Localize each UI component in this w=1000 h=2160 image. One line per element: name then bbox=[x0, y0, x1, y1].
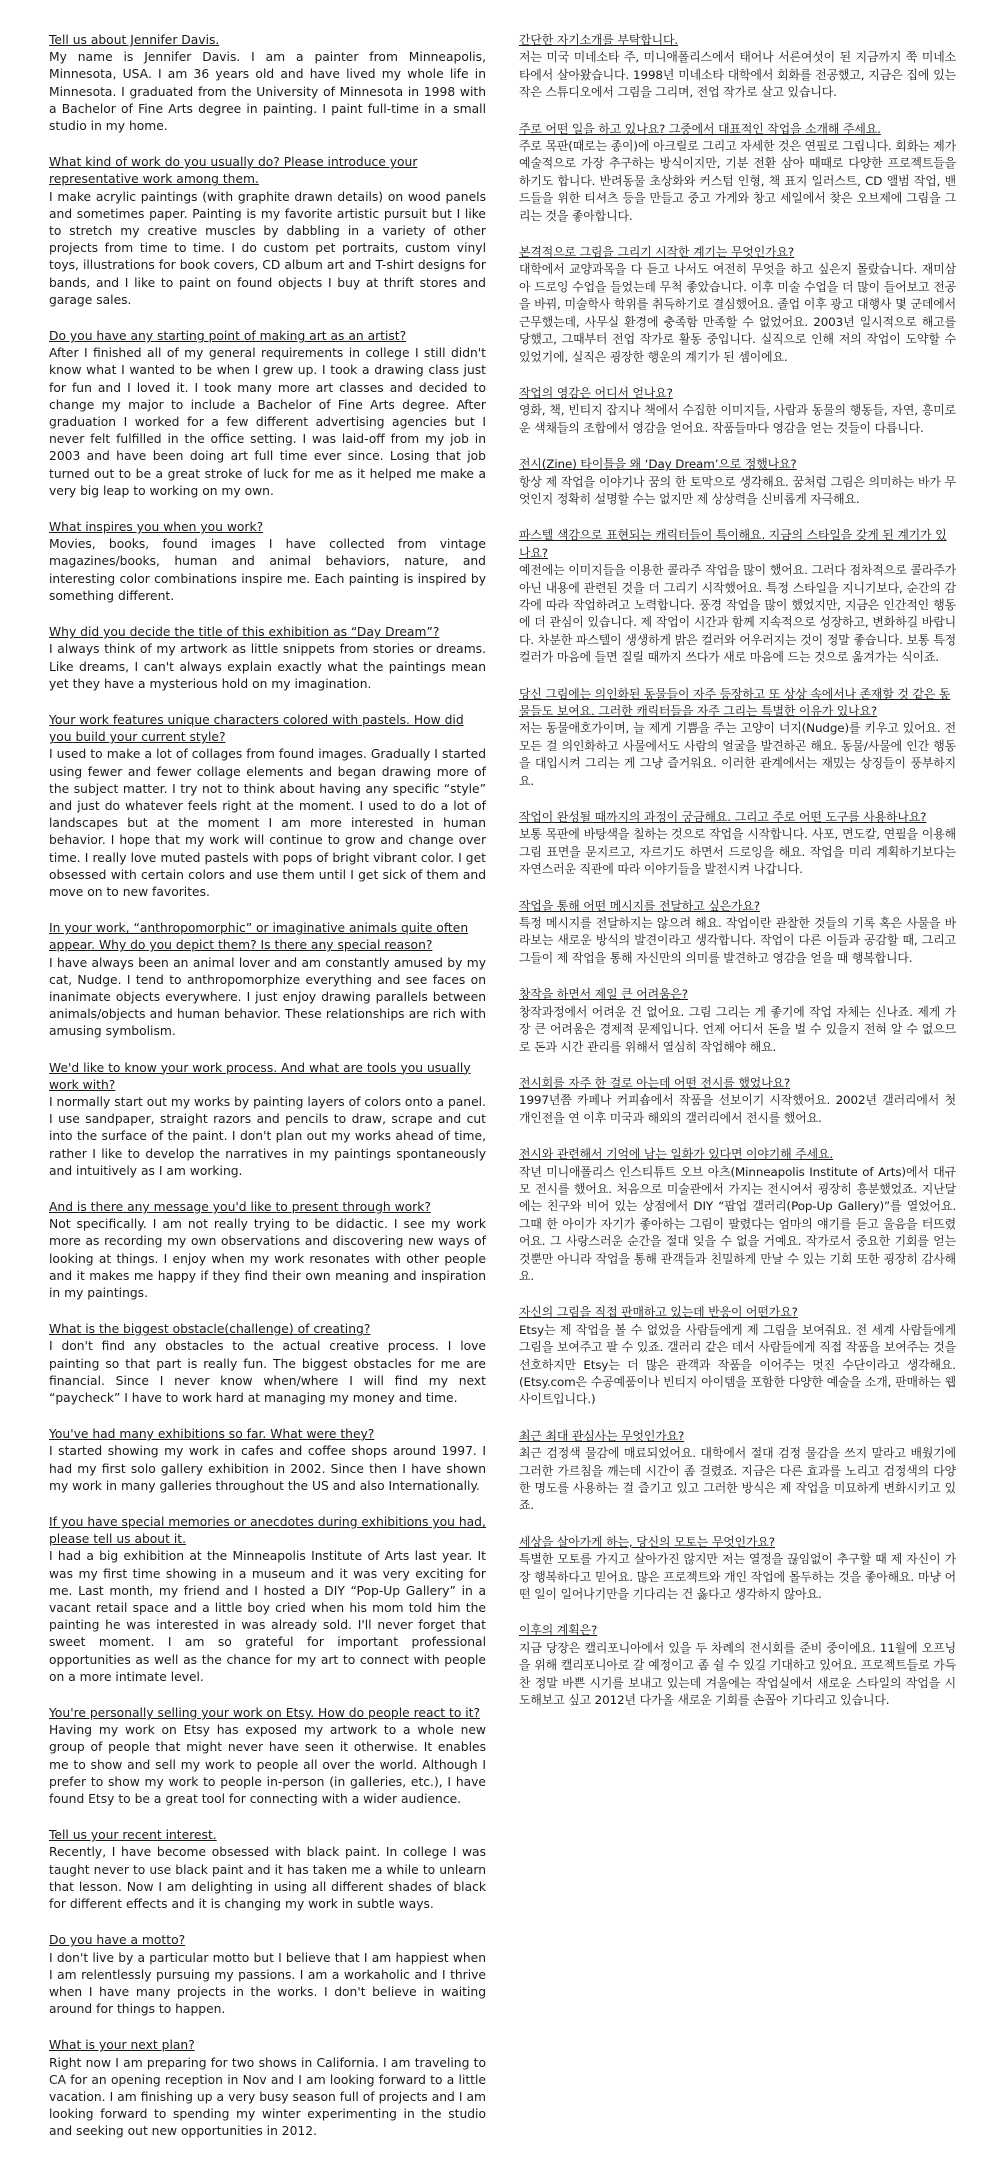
korean-answer: 항상 제 작업을 이야기나 꿈의 한 토막으로 생각해요. 꿈처럼 그림은 의미하는 바가 무엇인지 정확히 설명할 수는 없지만 제 상상력을 신비롭게 자극해요. bbox=[519, 474, 956, 506]
korean-answer: 저는 미국 미네소타 주, 미니애폴리스에서 태어나 서른여섯이 된 지금까지 쭉 미네소타에서 살아왔습니다. 1998년 미네소타 대학에서 회화를 전공했고, 지금은 집에 있는 작은 스튜디오에서 그림을 그리며, 전업 작가로 살고 있습니다. bbox=[519, 50, 956, 100]
english-answer: My name is Jennifer Davis. I am a painter from Minneapolis, Minnesota, USA. I am 36 years old and have lived my whole life in Minnesota. I graduated from the University of Minnesota in 1998 with a Bachelor of Fine Arts degree in painting. I paint full-time in a small studio in my home. bbox=[49, 50, 486, 134]
korean-qa-block bbox=[519, 1304, 956, 1408]
korean-answer: 예전에는 이미지들을 이용한 콜라주 작업을 많이 했어요. 그러다 점차적으로 콜라주가 아닌 내용에 관련된 것을 더 그리기 시작했어요. 특정 스타일을 지니기보다, 순간의 감각에 따라 작업하려고 노력합니다. 풍경 작업을 많이 했었지만, 지금은 인간적인 행동에 더 관심이 있습니다. 제 작업이 시간과 함께 지속적으로 성장하고, 변화하길 바랍니다. 차분한 파스텔이 생생하게 밝은 컬러와 어우러지는 것이 정말 좋습니다. 보통 특정 컬러가 마음에 들면 질릴 때까지 쓰다가 새로 마음에 드는 것으로 옮겨가는 식이죠. bbox=[519, 563, 956, 665]
english-answer: Recently, I have become obsessed with black paint. In college I was taught never to use black paint and it has taken me a while to unlearn that lesson. Now I am delighting in using all different shades of black for different effects and it is changing my work in subtle ways. bbox=[49, 1845, 486, 1912]
english-question: Do you have a motto? bbox=[49, 1933, 186, 1948]
korean-question: 본격적으로 그림을 그리기 시작한 계기는 무엇인가요? bbox=[519, 245, 795, 260]
korean-question: 이후의 계획은? bbox=[519, 1623, 598, 1638]
english-qa-block bbox=[49, 1514, 486, 1686]
korean-qa-block bbox=[519, 898, 956, 968]
korean-question: 전시회를 자주 한 걸로 아는데 어떤 전시를 했었나요? bbox=[519, 1075, 791, 1090]
english-qa-block bbox=[49, 519, 486, 605]
english-question: You're personally selling your work on Etsy. How do people react to it? bbox=[49, 1706, 481, 1721]
korean-qa-block bbox=[519, 1146, 956, 1285]
english-answer: I had a big exhibition at the Minneapolis Institute of Arts last year. It was my first time showing in a museum and it was very exciting for me. Last month, my friend and I hosted a DIY “Pop-Up Gallery” in a vacant retail space and a little boy cried when his mom told him the painting he was interested in was already sold. I'll never forget that sweet moment. I am so grateful for important professional opportunities as well as the chance for my art to connect with people on a more intimate level. bbox=[49, 1549, 486, 1684]
english-question: What kind of work do you usually do? Please introduce your representative work among them. bbox=[49, 155, 418, 187]
korean-qa-block bbox=[519, 527, 956, 666]
korean-qa-block bbox=[519, 986, 956, 1056]
korean-qa-block bbox=[519, 385, 956, 437]
english-answer: I don't find any obstacles to the actual creative process. I love painting so that part is really fun. The biggest obstacles for me are financial. Since I never know when/where I will find my next “paycheck” I have to work hard at managing my money and time. bbox=[49, 1339, 486, 1406]
korean-question: 세상을 살아가게 하는, 당신의 모토는 무엇인가요? bbox=[519, 1534, 776, 1549]
english-qa-block bbox=[49, 1932, 486, 2018]
english-qa-block bbox=[49, 920, 486, 1040]
korean-qa-block bbox=[519, 1622, 956, 1709]
korean-qa-block bbox=[519, 121, 956, 225]
korean-answer: 최근 검정색 물감에 매료되었어요. 대학에서 절대 검정 물감을 쓰지 말라고 배웠기에 그러한 가르침을 깨는데 시간이 좀 걸렸죠. 지금은 다른 효과를 노리고 검정색의 다양한 명도를 사용하는 걸 즐기고 있고 그러한 방식은 제 작업을 미묘하게 변화시키고 있죠. bbox=[519, 1446, 956, 1513]
english-question: What inspires you when you work? bbox=[49, 520, 264, 535]
english-answer: Not specifically. I am not really trying to be didactic. I see my work more as recording my own observations and discovering new ways of looking at things. I enjoy when my work resonates with other people and it makes me happy if they find their own meaning and inspiration in my paintings. bbox=[49, 1217, 486, 1300]
english-answer: Right now I am preparing for two shows in California. I am traveling to CA for an opening reception in Nov and I am looking forward to a little vacation. I am finishing up a very busy season full of projects and I am looking forward to spending my winter experimenting in the studio and seeking out new opportunities in 2012. bbox=[49, 2055, 486, 2139]
english-question: Tell us your recent interest. bbox=[49, 1828, 217, 1843]
english-qa-block bbox=[49, 1705, 486, 1808]
english-question: And is there any message you'd like to present through work? bbox=[49, 1199, 431, 1214]
korean-answer: 보통 목판에 바탕색을 칠하는 것으로 작업을 시작합니다. 사포, 면도칼, 연필을 이용해 그림 표면을 문지르고, 자르기도 하면서 드로잉을 해요. 작업을 미리 계획하기보다는 자연스러운 직관에 따라 이야기들을 발전시켜 나갑니다. bbox=[519, 827, 956, 877]
english-question: Why did you decide the title of this exhibition as “Day Dream”? bbox=[49, 625, 440, 640]
english-question: We'd like to know your work process. And what are tools you usually work with? bbox=[49, 1060, 471, 1092]
korean-answer: 지금 당장은 캘리포니아에서 있을 두 차례의 전시회를 준비 중이에요. 11월에 오프닝을 위해 캘리포니아로 갈 예정이고 좀 쉴 수 있길 기대하고 있어요. 프로젝트들로 가득 찬 정말 바쁜 시기를 보내고 있는데 겨울에는 작업실에서 새로운 스타일의 작업을 시도해보고 싶고 2012년 다가올 새로운 기회를 손꼽아 기다리고 있습니다. bbox=[519, 1640, 956, 1708]
english-question: You've had many exhibitions so far. What were they? bbox=[49, 1427, 375, 1442]
english-question: In your work, “anthropomorphic” or imaginative animals quite often appear. Why do you depict them? Is there any special reason? bbox=[49, 921, 469, 953]
korean-column bbox=[519, 32, 956, 1729]
korean-qa-block bbox=[519, 686, 956, 790]
english-qa-block bbox=[49, 624, 486, 693]
korean-question: 작업이 완성될 때까지의 과정이 궁금해요. 그리고 주로 어떤 도구를 사용하나요? bbox=[519, 810, 927, 825]
korean-question: 작업의 영감은 어디서 얻나요? bbox=[519, 385, 673, 400]
korean-question: 전시와 관련해서 기억에 남는 일화가 있다면 이야기해 주세요. bbox=[519, 1147, 834, 1162]
korean-qa-block bbox=[519, 1075, 956, 1127]
english-answer: I used to make a lot of collages from found images. Gradually I started using fewer and fewer collage elements and began drawing more of the subject matter. I try not to think about having any specific “style” and just do whatever feels right at the moment. I used to do a lot of landscapes but at the moment I am more interested in human behavior. I hope that my work will continue to grow and change over time. I really love muted pastels with pops of bright vibrant color. I get obsessed with certain colors and use them until I get sick of them and move on to new favorites. bbox=[49, 747, 486, 899]
korean-answer: 작년 미니애폴리스 인스티튜트 오브 아츠(Minneapolis Institute of Arts)에서 대규모 전시를 했어요. 처음으로 미술관에서 가지는 전시여서 굉장히 흥분했었죠. 지난달에는 친구와 비어 있는 상점에서 DIY “팝업 갤러리(Pop-Up Gallery)”를 열었어요. 그때 한 아이가 자기가 좋아하는 그림이 팔렸다는 엄마의 얘기를 듣고 울음을 터뜨렸어요. 그 사랑스러운 순간을 절대 잊을 수 없을 거예요. 작가로서 중요한 기회를 얻는 것뿐만 아니라 작업을 통해 관객들과 친밀하게 만날 수 있는 기회 또한 굉장히 감사해요. bbox=[519, 1164, 956, 1283]
korean-question: 최근 최대 관심사는 무엇인가요? bbox=[519, 1428, 685, 1443]
english-answer: I make acrylic paintings (with graphite drawn details) on wood panels and sometimes paper. Painting is my favorite artistic pursuit but I like to stretch my creative muscles by dabbling in a variety of other projects from time to time. I do custom pet portraits, custom vinyl toys, illustrations for book covers, CD album art and T-shirt designs for bands, and I like to paint on found objects I buy at thrift stores and garage sales. bbox=[49, 189, 486, 307]
english-answer: I normally start out my works by painting layers of colors onto a panel. I use sandpaper, straight razors and pencils to draw, scrape and cut into the surface of the paint. I don't plan out my works ahead of time, rather I like to develop the narratives in my paintings spontaneously and intuitively as I am working. bbox=[49, 1094, 486, 1178]
english-question: What is the biggest obstacle(challenge) of creating? bbox=[49, 1322, 371, 1337]
english-qa-block bbox=[49, 1321, 486, 1407]
korean-qa-block bbox=[519, 32, 956, 102]
korean-answer: 특별한 모토를 가지고 살아가진 않지만 저는 열정을 끊임없이 추구할 때 제 자신이 가장 행복하다고 믿어요. 많은 프로젝트와 개인 작업에 몰두하는 것을 좋아해요. 마냥 어떤 일이 일어나기만을 기다리는 건 옳다고 생각하지 않아요. bbox=[519, 1552, 956, 1602]
korean-answer: 영화, 책, 빈티지 잡지나 책에서 수집한 이미지들, 사람과 동물의 행동들, 자연, 흥미로운 색채들의 조합에서 영감을 얻어요. 작품들마다 영감을 얻는 것들이 다릅니다. bbox=[519, 403, 956, 435]
korean-answer: 주로 목판(때로는 종이)에 아크릴로 그리고 자세한 것은 연필로 그립니다. 회화는 제가 예술적으로 가장 추구하는 방식이지만, 기분 전환 삼아 때때로 다양한 프로젝트들을 하기도 합니다. 반려동물 초상화와 커스텀 인형, 책 표지 일러스트, CD 앨범 작업, 밴드들을 위한 티셔츠 등을 만들고 중고 가게와 창고 세일에서 찾은 오브제에 그림을 그리는 것을 좋아합니다. bbox=[519, 139, 956, 223]
english-answer: After I finished all of my general requirements in college I still didn't know what I wanted to be when I grew up. I took a drawing class just for fun and I loved it. I took many more art classes and decided to change my major to include a Bachelor of Fine Arts degree. After graduation I worked for a few different advertising agencies but I never felt fulfilled in the office setting. I was laid-off from my job in 2003 and have been doing art full time ever since. Losing that job turned out to be a great stroke of luck for me as it helped me make a very big leap to working on my own. bbox=[49, 346, 486, 498]
korean-question: 창작을 하면서 제일 큰 어려움은? bbox=[519, 987, 688, 1002]
korean-answer: Etsy는 제 작업을 볼 수 없었을 사람들에게 제 그림을 보여줘요. 전 세계 사람들에게 그림을 보여주고 팔 수 있죠. 갤러리 같은 데서 사람들에게 직접 작품을 보여주는 것을 선호하지만 Etsy는 더 많은 관객과 작품을 이어주는 멋진 수단이라고 생각해요. (Etsy.com은 수공예품이나 빈티지 아이템을 포함한 다양한 예술을 소개, 판매하는 웹사이트입니다.) bbox=[519, 1322, 956, 1407]
english-question: Tell us about Jennifer Davis. bbox=[49, 33, 220, 47]
korean-qa-block bbox=[519, 456, 956, 508]
korean-answer: 대학에서 교양과목을 다 듣고 나서도 여전히 무엇을 하고 싶은지 몰랐습니다. 재미삼아 드로잉 수업을 들었는데 무척 좋았습니다. 이후 미술 수업을 더 많이 들어보고 전공을 바꿔, 미술학사 학위를 취득하기로 결심했어요. 졸업 이후 광고 대행사 몇 군데에서 근무했는데, 사무실 환경에 충족함 만족할 수 없었어요. 2003년 일시적으로 해고를 당했고, 그때부터 전업 작가로 활동 중입니다. 실직으로 인해 저의 작업이 도약할 수 있었기에, 실직은 굉장한 행운의 계기가 된 셈이에요. bbox=[519, 262, 956, 364]
english-answer: I don't live by a particular motto but I believe that I am happiest when I am relentlessly pursuing my passions. I am a workaholic and I thrive when I have many projects in the works. I don't believe in waiting around for things to happen. bbox=[49, 1950, 486, 2017]
korean-qa-block bbox=[519, 244, 956, 366]
english-qa-block bbox=[49, 1426, 486, 1495]
korean-question: 당신 그림에는 의인화된 동물들이 자주 등장하고 또 상상 속에서나 존재할 것 같은 동물들도 보여요. 그러한 캐릭터들을 자주 그리는 특별한 이유가 있나요? bbox=[519, 686, 951, 718]
english-answer: I started showing my work in cafes and coffee shops around 1997. I had my first solo gallery exhibition in 2002. Since then I have shown my work in many galleries throughout the US and also Internationally. bbox=[49, 1444, 486, 1493]
english-qa-block bbox=[49, 1827, 486, 1913]
english-answer: Having my work on Etsy has exposed my artwork to a whole new group of people that might never have seen it otherwise. It enables me to show and sell my work to people all over the world. Although I prefer to show my work to people in-person (in galleries, etc.), I have found Etsy to be a great tool for connecting with a wider audience. bbox=[49, 1723, 486, 1807]
english-answer: I always think of my artwork as little snippets from stories or dreams. Like dreams, I can't always explain exactly what the paintings mean yet they have a mysterious hold on my imagination. bbox=[49, 642, 486, 691]
korean-question: 전시(Zine) 타이틀을 왜 ‘Day Dream’으로 정했나요? bbox=[519, 457, 797, 472]
korean-qa-block bbox=[519, 809, 956, 879]
korean-question: 자신의 그림을 직접 판매하고 있는데 반응이 어떤가요? bbox=[519, 1305, 798, 1320]
english-question: Do you have any starting point of making art as an artist? bbox=[49, 329, 407, 344]
korean-qa-block bbox=[519, 1428, 956, 1515]
korean-answer: 1997년쯤 카페나 커피숍에서 작품을 선보이기 시작했어요. 2002년 갤러리에서 첫 개인전을 연 이후 미국과 해외의 갤러리에서 전시를 했어요. bbox=[519, 1093, 956, 1125]
korean-question: 주로 어떤 일을 하고 있나요? 그중에서 대표적인 작업을 소개해 주세요. bbox=[519, 121, 881, 136]
korean-question: 파스텔 색감으로 표현되는 캐릭터들이 특이해요. 지금의 스타일을 갖게 된 계기가 있나요? bbox=[519, 528, 947, 560]
english-column bbox=[49, 32, 486, 2160]
english-question: If you have special memories or anecdotes during exhibitions you had, please tell us about it. bbox=[49, 1515, 486, 1547]
english-qa-block bbox=[49, 328, 486, 500]
english-answer: Movies, books, found images I have collected from vintage magazines/books, human and animal behaviors, nature, and interesting color combinations inspire me. Each painting is inspired by something different. bbox=[49, 537, 486, 603]
english-question: What is your next plan? bbox=[49, 2038, 195, 2053]
korean-answer: 특정 메시지를 전달하지는 않으려 해요. 작업이란 관찰한 것들의 기록 혹은 사물을 바라보는 새로운 방식의 발견이라고 생각합니다. 작업이 다른 이들과 공감할 때, 그리고 그들이 제 작업을 통해 자신만의 의미를 발견하고 영감을 얻을 때 행복합니다. bbox=[519, 916, 956, 965]
english-answer: I have always been an animal lover and am constantly amused by my cat, Nudge. I tend to anthropomorphize everything and see faces on inanimate objects everywhere. I just enjoy drawing parallels between animals/objects and human behavior. These relationships are rich with amusing symbolism. bbox=[49, 955, 486, 1039]
korean-question: 간단한 자기소개를 부탁합니다. bbox=[519, 33, 679, 47]
english-qa-block bbox=[49, 1060, 486, 1180]
english-qa-block bbox=[49, 1199, 486, 1302]
korean-qa-block bbox=[519, 1534, 956, 1604]
english-qa-block bbox=[49, 154, 486, 309]
english-qa-block bbox=[49, 32, 486, 135]
korean-answer: 저는 동물애호가이며, 늘 제게 기쁨을 주는 고양이 너지(Nudge)를 키우고 있어요. 전 모든 걸 의인화하고 사물에서도 사람의 얼굴을 발견하곤 해요. 동물/사물에 인간 행동을 대입시켜 그리는 게 그냥 즐거워요. 이러한 관계에서는 재밌는 상징들이 풍부하지요. bbox=[519, 721, 956, 788]
english-qa-block bbox=[49, 712, 486, 901]
english-question: Your work features unique characters colored with pastels. How did you build your current style? bbox=[49, 712, 464, 745]
korean-answer: 창작과정에서 어려운 건 없어요. 그림 그리는 게 좋기에 작업 자체는 신나죠. 제게 가장 큰 어려움은 경제적 문제입니다. 언제 어디서 돈을 벌 수 있을지 전혀 알 수 없으므로 돈과 시간 관리를 위해서 열심히 작업해야 해요. bbox=[519, 1004, 956, 1054]
korean-question: 작업을 통해 어떤 메시지를 전달하고 싶은가요? bbox=[519, 898, 760, 913]
english-qa-block bbox=[49, 2037, 486, 2140]
